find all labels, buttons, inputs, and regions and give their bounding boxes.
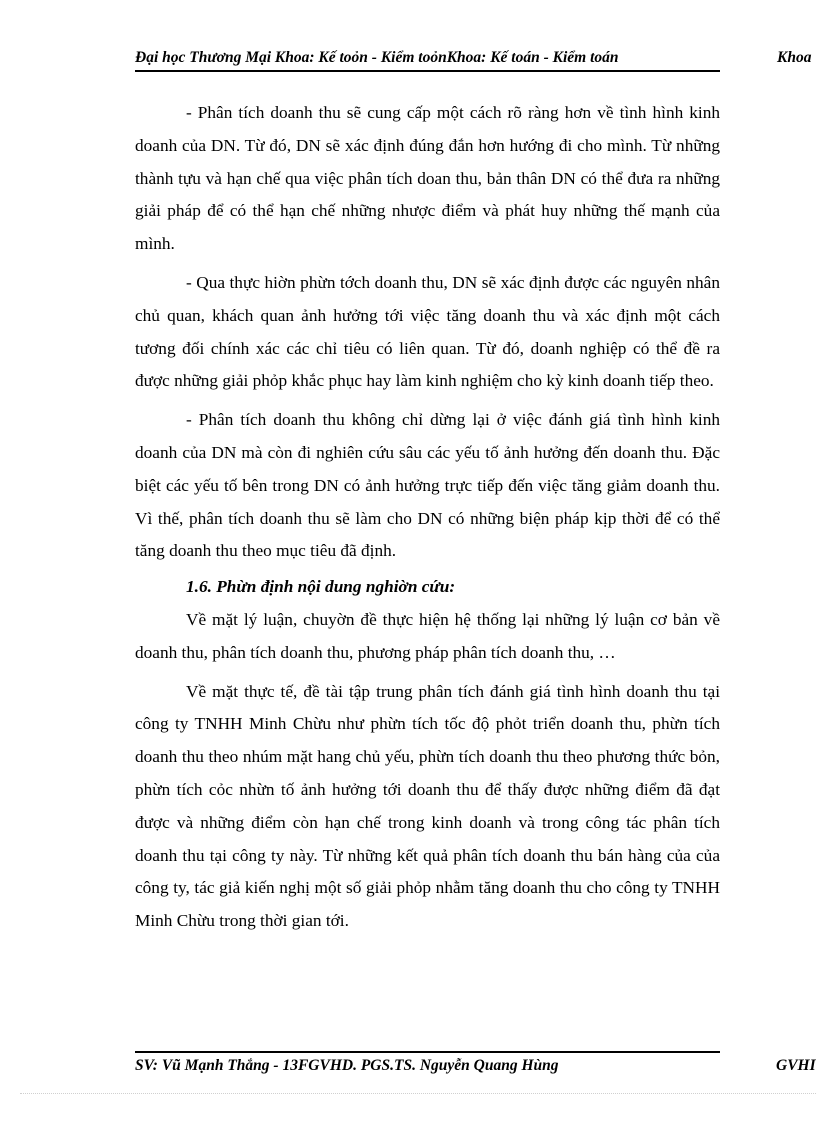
section-paragraph-2: Về mặt thực tế, đề tài tập trung phân tích đánh giá tình hình doanh thu tại công ty TNHH Minh Chừu như phừn tích tốc độ phỏt triển doanh thu, phừn tích doanh thu theo nhúm mặt hang chủ yếu, phừn tích doanh thu theo phương thức bỏn, phừn tích cỏc nhừn tố ảnh hưởng tới doanh thu để thấy được những điểm đã đạt được và những điểm còn hạn chế trong kinh doanh và trong công tác phân tích doanh thu tại công ty này. Từ những kết quả phân tích doanh thu bán hàng của của công ty, tác giả kiến nghị một số giải phỏp nhằm tăng doanh thu cho công ty TNHH Minh Chừu trong thời gian tới. xyxy=(135,681,720,931)
header-overflow-text: Khoa xyxy=(777,49,812,66)
page-header xyxy=(135,48,720,72)
paragraph-3: - Phân tích doanh thu không chỉ dừng lại ở việc đánh giá tình hình kinh doanh của DN mà còn đi nghiên cứu sâu các yếu tố ảnh hưởng đến doanh thu. Đặc biệt các yếu tố bên trong DN có ảnh hưởng trực tiếp đến việc tăng giảm doanh thu. Vì thế, phân tích doanh thu sẽ làm cho DN có những biện pháp kịp thời để có thể tăng doanh thu theo mục tiêu đã định. xyxy=(135,410,720,561)
paragraph-1: - Phân tích doanh thu sẽ cung cấp một cách rõ ràng hơn về tình hình kinh doanh của DN. Từ đó, DN sẽ xác định đúng đắn hơn hướng đi cho mình. Từ những thành tựu và hạn chế qua việc phân tích doan thu, bản thân DN có thể đưa ra những giải pháp để có thể hạn chế những nhược điểm và phát huy những thế mạnh của mình. xyxy=(135,103,720,254)
header-text: Đại học Thương Mại Khoa: Kế toỏn - Kiểm toỏnKhoa: Kế toán - Kiểm toán xyxy=(135,49,619,66)
page-bottom-dotted-line xyxy=(20,1093,816,1094)
body-content xyxy=(135,97,720,938)
footer-divider xyxy=(135,1051,720,1053)
section-paragraph-1: Về mặt lý luận, chuyờn đề thực hiện hệ thống lại những lý luận cơ bản về doanh thu, phân tích doanh thu, phương pháp phân tích doanh thu, … xyxy=(135,609,720,662)
page-footer: SV: Vũ Mạnh Thắng - 13FGVHD. PGS.TS. Nguyễn Quang Hùng xyxy=(135,1057,559,1074)
footer-overflow-text: GVHI xyxy=(776,1057,816,1074)
section-heading: 1.6. Phừn định nội dung nghiờn cứu: xyxy=(186,577,456,597)
paragraph-2: - Qua thực hiờn phừn tớch doanh thu, DN sẽ xác định được các nguyên nhân chủ quan, khách quan ảnh hưởng tới việc tăng doanh thu và xác định một cách tương đối chính xác các chỉ tiêu có liên quan. Từ đó, doanh nghiệp có thể đề ra được những giải phỏp khắc phục hay làm kinh nghiệm cho kỳ kinh doanh tiếp theo. xyxy=(135,272,720,391)
